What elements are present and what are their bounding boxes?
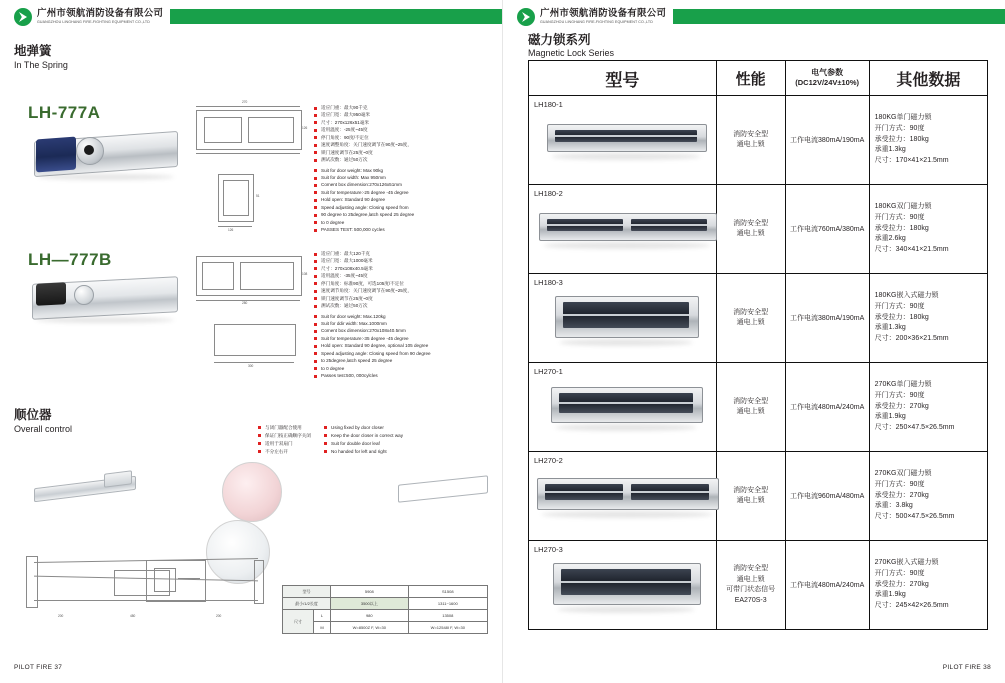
other-data-line: 180KG嵌入式磁力锁 xyxy=(874,291,939,299)
magnetic-lock-title-cn: 磁力锁系列 xyxy=(528,33,591,47)
cell-model-image xyxy=(529,363,717,452)
section-title-overall-control xyxy=(14,408,72,435)
other-data-line: 承受拉力：270kg xyxy=(874,580,929,588)
technical-drawing-lh777b-side: 300 xyxy=(200,318,310,386)
cell-model-image xyxy=(529,185,717,274)
other-data-line: 承重1.9kg xyxy=(874,413,906,421)
model-label: LH270-2 xyxy=(534,456,563,465)
left-page xyxy=(0,0,502,683)
other-data-line: 承受拉力：180kg xyxy=(874,313,929,321)
header-bar-left xyxy=(170,9,502,24)
other-data-line: 承受拉力：270kg xyxy=(874,491,929,499)
section2-title-cn: 顺位器 xyxy=(14,408,52,422)
other-data-line: 尺寸：200×36×21.5mm xyxy=(874,335,949,343)
other-data-line: 承重1.3kg xyxy=(874,146,906,154)
header-model: 型号 xyxy=(529,61,717,96)
section2-title-en: Overall control xyxy=(14,423,73,434)
legend-cn: 与闭门器配合使用 保证门按正确顺序关闭 适用于双扇门 不分左右开 xyxy=(258,424,320,456)
table-row: 型号 5908 S1508 xyxy=(283,586,488,598)
cell-other-data xyxy=(869,541,987,630)
other-data-line: 270KG双门磁力锁 xyxy=(874,469,932,477)
specs-lh777a-cn: 适应门重：最大90千克 适应门宽：最大950毫米 尺寸：270x126x51毫米 适用温度：-25度~45度 停门角度：90度/不定位 速度调整角度：关门速度调节在90度~25度， 锁门速度调节在25度~0度 测试次数：通过50万次 xyxy=(314,104,499,164)
table-row xyxy=(529,185,988,274)
header-bar-right xyxy=(673,9,1005,24)
magnetic-lock-spec-table xyxy=(528,60,988,630)
technical-drawing-lh777a-side: 126 51 xyxy=(198,168,308,238)
other-data-line: 开门方式：90度 xyxy=(874,124,925,132)
other-data-line: 270KG单门磁力锁 xyxy=(874,380,932,388)
section-title-in-the-spring xyxy=(14,44,68,71)
performance-line: 可带门状态信号 xyxy=(726,586,776,593)
model-label: LH180-2 xyxy=(534,189,563,198)
table-row xyxy=(529,452,988,541)
cell-performance xyxy=(716,452,785,541)
performance-line: 消防安全型 xyxy=(733,308,769,316)
overall-control-detail-drawing xyxy=(142,556,212,608)
product-name-lh777a: LH-777A xyxy=(28,103,101,122)
other-data-line: 开门方式：90度 xyxy=(874,213,925,221)
logo-header-right xyxy=(517,8,666,26)
header-other-data: 其他数据 xyxy=(869,61,987,96)
performance-line: EA270S-3 xyxy=(734,596,767,604)
magnetic-lock-title-en: Magnetic Lock Series xyxy=(528,48,615,59)
company-name-en: GUANGZHOU LINGHANG FIRE-FIGHTING EQUIPMENT CO.,LTD xyxy=(37,20,150,25)
cell-other-data xyxy=(869,185,987,274)
specs-lh777a-en: Suit for door weight: Max 90kg Suit for door width: Max 950mm Coment box dimension:270x126x51mm Suit for temperature:-25 degree -45 degree Hold open: Standard 90 degree Speed adjusting angle: Closing speed from 90 degree to 25degree,latch speed 25 degree to 0 degree PASSES TEST: 500,000 cycles xyxy=(314,167,499,234)
cell-other-data xyxy=(869,274,987,363)
header-performance: 性能 xyxy=(716,61,785,96)
specs-lh777b-cn: 适应门重：最大120千克 适应门宽：最大1000毫米 尺寸：270x108x40.5毫米 适用温度：-35度~45度 停门角度：标准90度，可选105度/不定位 速度调节角度：关门速度调节在90度~25度， 锁门速度调节在25度~0度 测试次数：通过50万次 xyxy=(314,250,499,310)
cell-electrical: 工作电流380mA/190mA xyxy=(785,274,869,363)
model-label: LH180-3 xyxy=(534,278,563,287)
technical-drawing-lh777b-top: 280 108 xyxy=(190,248,310,310)
legend-en: Using fixed by door closer Keep the door closer in correct way Suit for double door leaf No handed for left and right xyxy=(324,424,494,456)
cell-performance xyxy=(716,96,785,185)
specs-lh777b-en: Suit for door weight: Max.120kg Suit for ddir width: Max.1000mm Coment box dimension:270x108x40.5mm Suit for temperature:-35 degree -45 degree Hold open: Standard 90 degree, optional 105 degree Speed adjusting angle: Closing speed from 90 degree to 25degree,latch speed 25 degree to 0 degree Passes test:500, 000cylcles xyxy=(314,313,499,380)
company-name-en: GUANGZHOU LINGHANG FIRE-FIGHTING EQUIPMENT CO.,LTD xyxy=(540,20,653,25)
other-data-line: 开门方式：90度 xyxy=(874,480,925,488)
table-row: M W=8500Z F, W=30 W=12548I F, W=30 xyxy=(283,622,488,634)
model-label: LH270-1 xyxy=(534,367,563,376)
cell-other-data xyxy=(869,363,987,452)
cell-electrical: 工作电流480mA/240mA xyxy=(785,363,869,452)
other-data-line: 承受拉力：180kg xyxy=(874,135,929,143)
header-electrical-line1: 电气参数 xyxy=(811,67,844,77)
other-data-line: 承重2.6kg xyxy=(874,235,906,243)
other-data-line: 承受拉力：180kg xyxy=(874,224,929,232)
cell-model-image xyxy=(529,274,717,363)
other-data-line: 180KG单门磁力锁 xyxy=(874,113,932,121)
model-label: LH180-1 xyxy=(534,100,563,109)
product-photo-lh777a xyxy=(28,126,180,186)
performance-line: 通电上锁 xyxy=(736,319,765,326)
page-footer-left: PILOT FIRE 37 xyxy=(14,664,63,671)
performance-line: 通电上锁 xyxy=(736,141,765,148)
other-data-line: 270KG嵌入式磁力锁 xyxy=(874,558,939,566)
cell-performance xyxy=(716,185,785,274)
model-label: LH270-3 xyxy=(534,545,563,554)
product-name-lh777b: LH—777B xyxy=(28,250,112,269)
other-data-line: 承受拉力：270kg xyxy=(874,402,929,410)
performance-line: 通电上锁 xyxy=(736,497,765,504)
cell-performance xyxy=(716,541,785,630)
performance-line: 通电上锁 xyxy=(736,575,765,583)
header-electrical xyxy=(785,61,869,96)
other-data-line: 尺寸：170×41×21.5mm xyxy=(874,157,949,165)
cell-model-image xyxy=(529,96,717,185)
table-row xyxy=(529,541,988,630)
other-data-line: 180KG双门磁力锁 xyxy=(874,202,932,210)
table-row xyxy=(529,96,988,185)
other-data-line: 尺寸：340×41×21.5mm xyxy=(874,246,949,254)
cell-electrical: 工作电流380mA/190mA xyxy=(785,96,869,185)
table-row xyxy=(529,363,988,452)
table-row xyxy=(529,274,988,363)
overall-control-photo-left xyxy=(30,468,140,514)
cell-performance xyxy=(716,274,785,363)
table-header-row xyxy=(529,61,988,96)
section-title-magnetic-lock xyxy=(528,32,614,60)
page-footer-right: PILOT FIRE 38 xyxy=(942,664,991,671)
other-data-line: 承重1.3kg xyxy=(874,324,906,332)
section-title-en: In The Spring xyxy=(14,59,68,70)
cell-performance xyxy=(716,363,785,452)
specs-lh777b xyxy=(314,250,499,379)
other-data-line: 尺寸：250×47.5×26.5mm xyxy=(874,424,955,432)
performance-line: 消防安全型 xyxy=(733,486,769,494)
product-photo-lh777b xyxy=(28,272,180,330)
cell-model-image xyxy=(529,452,717,541)
other-data-line: 承重1.9kg xyxy=(874,591,906,599)
table-row: 最小/1/2长度 3500以上 1311~1600 xyxy=(283,598,488,610)
company-logo-icon xyxy=(517,8,535,26)
section-title-cn: 地弹簧 xyxy=(14,44,52,58)
company-logo-icon xyxy=(14,8,32,26)
order-parameters-table xyxy=(282,585,488,634)
performance-line: 消防安全型 xyxy=(733,565,769,572)
technical-drawing-lh777a-top: 270 126 xyxy=(190,100,310,162)
table-row: 尺寸 L 980 13508 xyxy=(283,610,488,622)
performance-line: 消防安全型 xyxy=(733,219,769,227)
cell-model-image xyxy=(529,541,717,630)
other-data-line: 尺寸：500×47.5×26.5mm xyxy=(874,513,955,521)
cell-electrical: 工作电流480mA/240mA xyxy=(785,541,869,630)
other-data-line: 承重：3.8kg xyxy=(874,502,913,510)
overall-control-photo-right xyxy=(396,472,488,516)
cell-electrical: 工作电流960mA/480mA xyxy=(785,452,869,541)
cell-electrical: 工作电流760mA/380mA xyxy=(785,185,869,274)
performance-line: 通电上锁 xyxy=(736,408,765,415)
performance-line: 消防安全型 xyxy=(733,130,769,138)
other-data-line: 开门方式：90度 xyxy=(874,302,925,310)
header-electrical-line2: (DC12V/24V±10%) xyxy=(795,78,859,88)
performance-line: 消防安全型 xyxy=(733,397,769,405)
specs-lh777a xyxy=(314,104,499,233)
overall-control-detail-photo-1 xyxy=(222,462,282,522)
cell-other-data xyxy=(869,96,987,185)
other-data-line: 开门方式：90度 xyxy=(874,391,925,399)
company-name-cn: 广州市领航消防设备有限公司 xyxy=(540,8,667,20)
performance-line: 通电上锁 xyxy=(736,230,765,237)
company-name-cn: 广州市领航消防设备有限公司 xyxy=(37,8,164,20)
other-data-line: 尺寸：245×42×26.5mm xyxy=(874,602,949,610)
logo-header-left xyxy=(14,8,163,26)
cell-other-data xyxy=(869,452,987,541)
other-data-line: 开门方式：90度 xyxy=(874,569,925,577)
overall-control-schematic: 480 200 200 xyxy=(18,530,268,630)
